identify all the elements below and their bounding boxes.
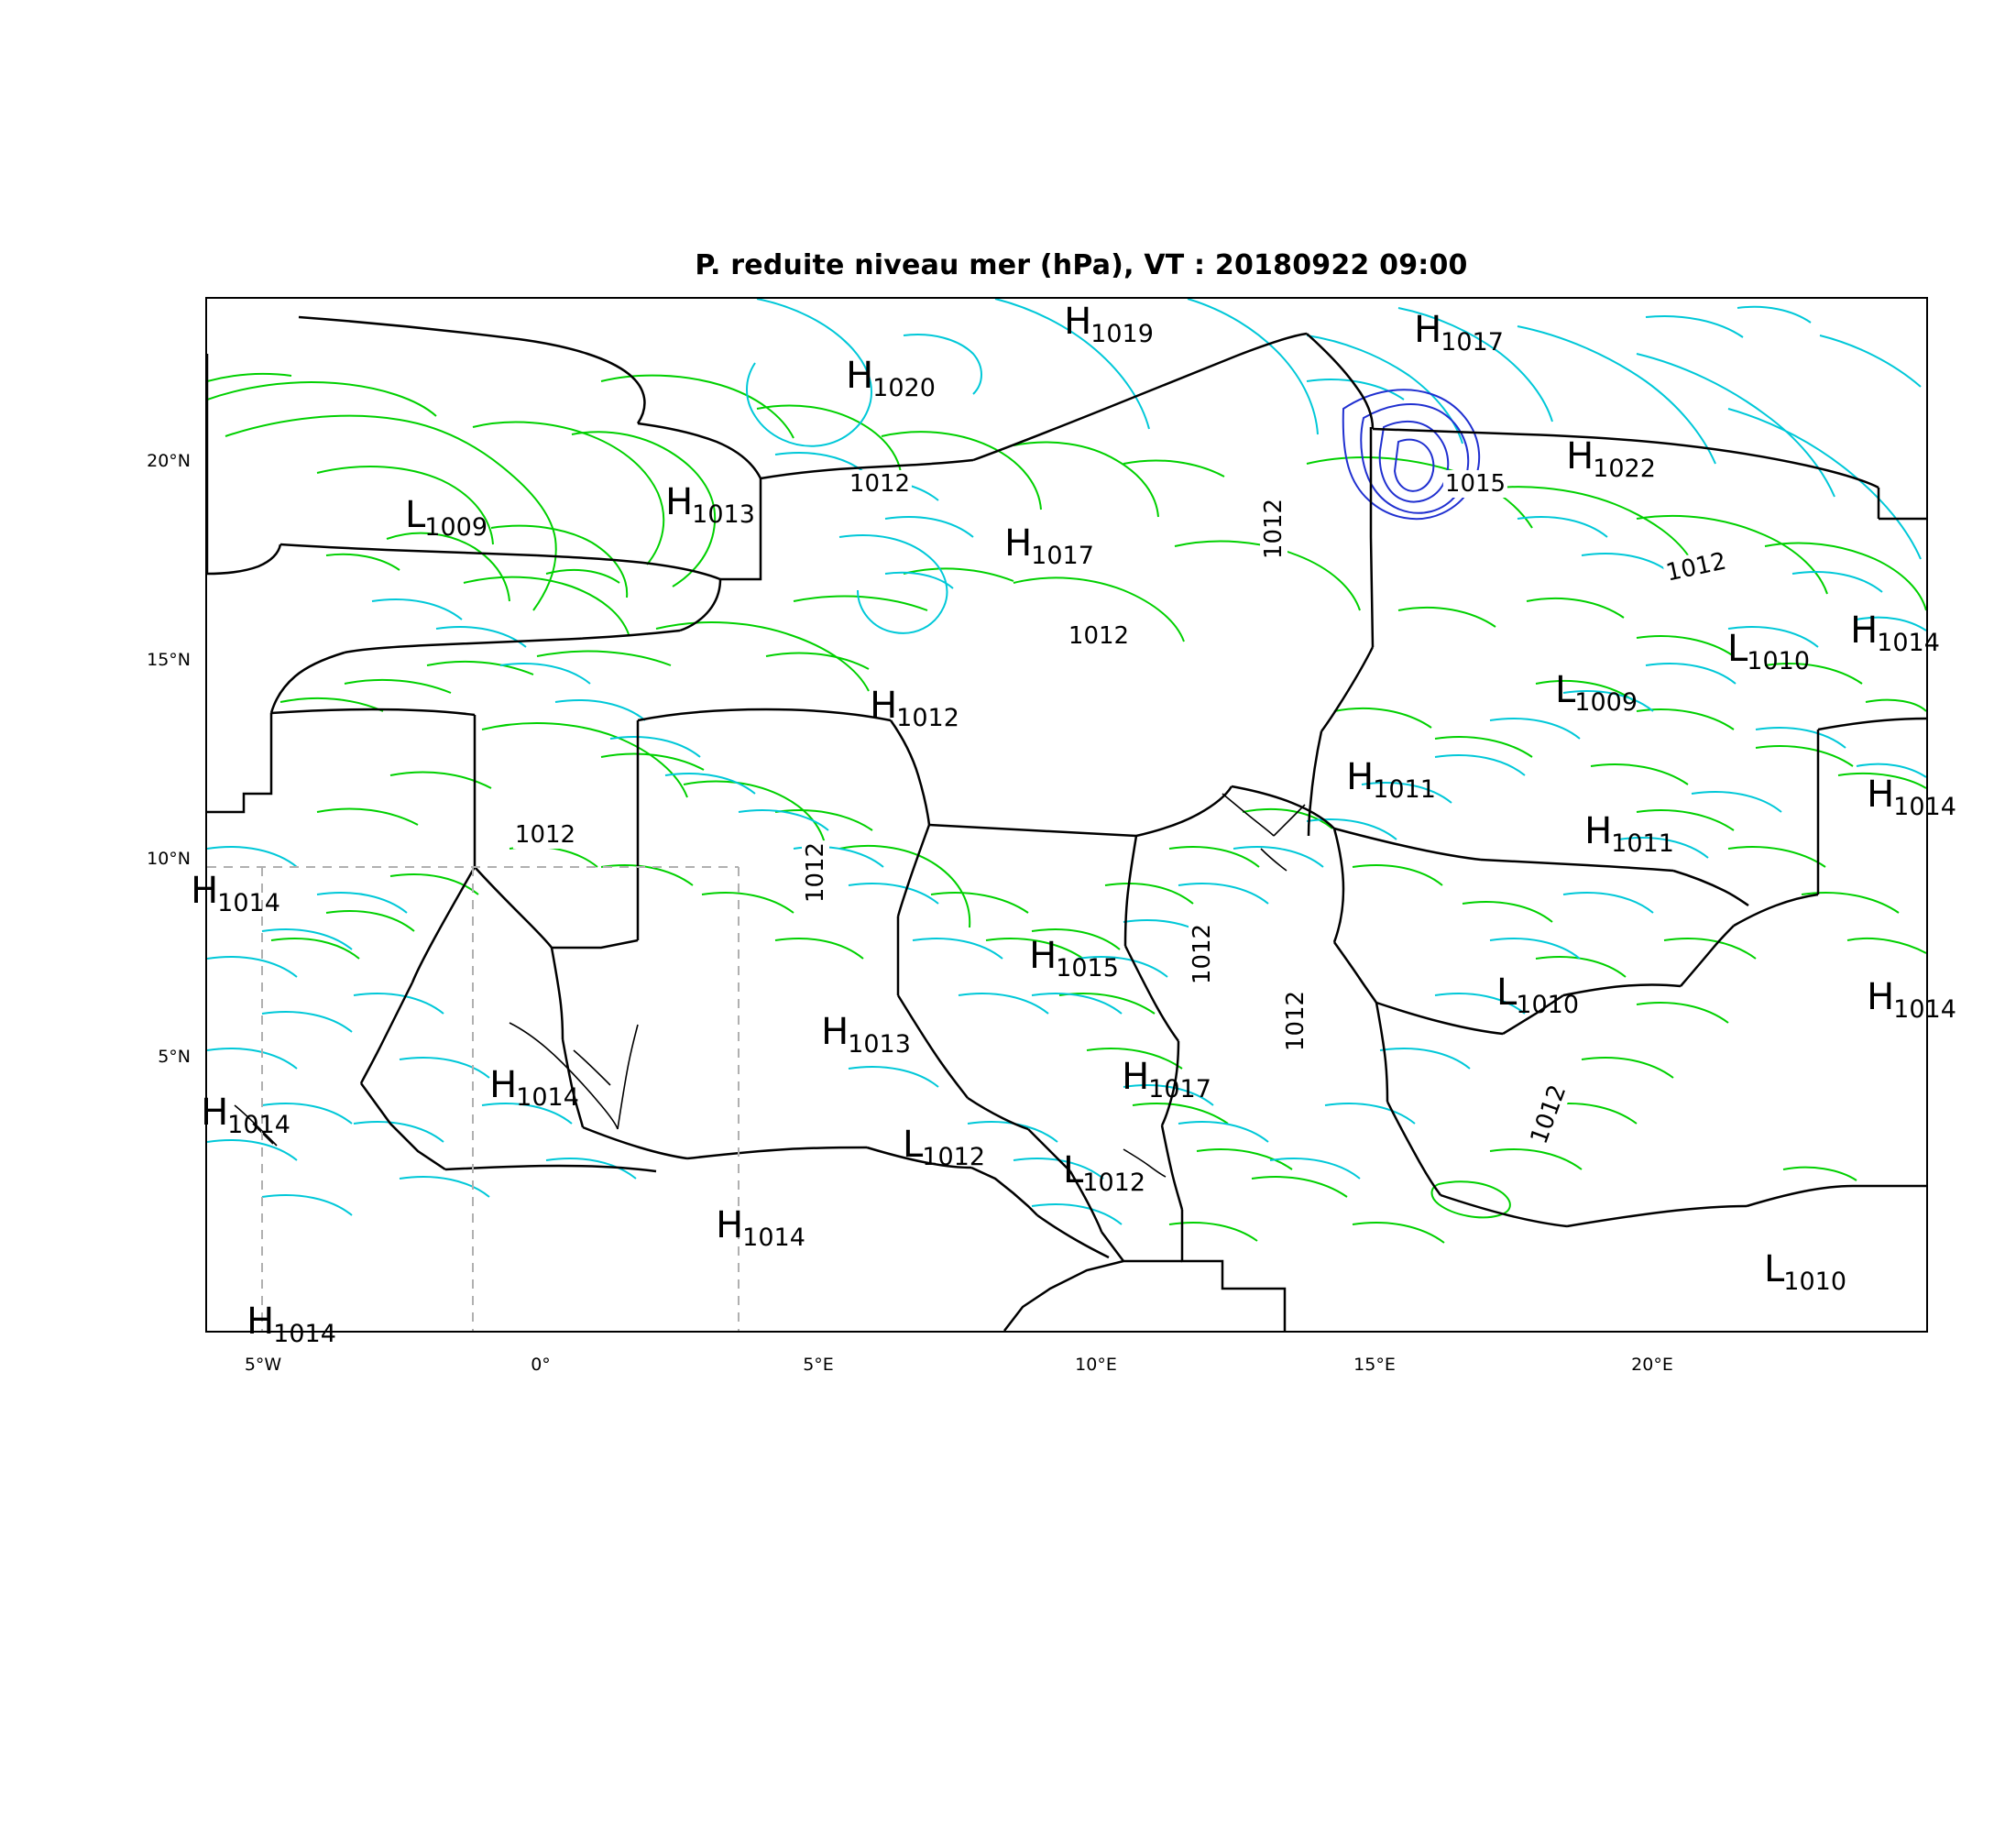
pressure-center-high: H1014 [247, 1301, 336, 1348]
pressure-center-high: H1019 [1064, 301, 1154, 348]
pressure-center-low: L1012 [902, 1124, 986, 1171]
contour-label: 1012 [1068, 622, 1130, 650]
pressure-center-low: L1010 [1496, 971, 1580, 1019]
ytick-label-20n: 20°N [147, 451, 191, 471]
pressure-center-low: L1010 [1763, 1248, 1847, 1296]
pressure-center-high: H1020 [846, 355, 936, 402]
pressure-center-high: H1013 [821, 1011, 911, 1059]
contour-lines-cyan [207, 299, 1926, 1224]
pressure-center-low: L1010 [1726, 628, 1811, 675]
contour-label: 1015 [1444, 470, 1507, 498]
contour-label: 1012 [1260, 498, 1287, 560]
ytick-label-15n: 15°N [147, 650, 191, 670]
pressure-center-high: H1017 [1122, 1056, 1211, 1103]
pressure-center-high: H1013 [665, 481, 755, 529]
pressure-center-high: H1014 [1867, 774, 1956, 821]
pressure-center-high: H1022 [1566, 435, 1656, 483]
pressure-center-high: H1017 [1004, 522, 1094, 570]
pressure-center-high: H1011 [1346, 756, 1436, 804]
contour-label: 1012 [849, 470, 911, 498]
pressure-center-low: L1009 [1554, 669, 1638, 717]
xtick-label-5w: 5°W [244, 1355, 282, 1375]
xtick-label-0: 0° [531, 1355, 551, 1375]
pressure-center-high: H1014 [1850, 609, 1940, 657]
pressure-center-high: H1011 [1584, 810, 1674, 858]
pressure-center-high: H1017 [1414, 309, 1504, 357]
contour-label: 1012 [1282, 990, 1309, 1052]
xtick-label-5e: 5°E [803, 1355, 834, 1375]
pressure-center-low: L1009 [404, 494, 488, 542]
contour-label: 1012 [1663, 547, 1729, 587]
pressure-center-high: H1014 [1867, 976, 1956, 1024]
contour-label: 1012 [1189, 923, 1216, 985]
contour-label: 1012 [802, 841, 829, 904]
pressure-center-high: H1015 [1029, 935, 1119, 982]
pressure-center-high: H1014 [191, 870, 280, 917]
ytick-label-5n: 5°N [158, 1047, 191, 1067]
contour-lines-blue [1343, 390, 1479, 519]
chart-title: P. reduite niveau mer (hPa), VT : 20180922 09:00 [695, 249, 1468, 281]
contour-label: 1012 [514, 821, 576, 849]
xtick-label-20e: 20°E [1631, 1355, 1673, 1375]
xtick-label-15e: 15°E [1353, 1355, 1396, 1375]
contour-label: 1012 [1525, 1081, 1572, 1148]
pressure-center-high: H1012 [870, 685, 959, 732]
ytick-label-10n: 10°N [147, 849, 191, 869]
pressure-center-high: H1014 [201, 1092, 290, 1139]
xtick-label-10e: 10°E [1075, 1355, 1117, 1375]
pressure-center-low: L1012 [1062, 1149, 1146, 1197]
pressure-center-high: H1014 [489, 1064, 579, 1112]
pressure-center-high: H1014 [716, 1204, 805, 1252]
